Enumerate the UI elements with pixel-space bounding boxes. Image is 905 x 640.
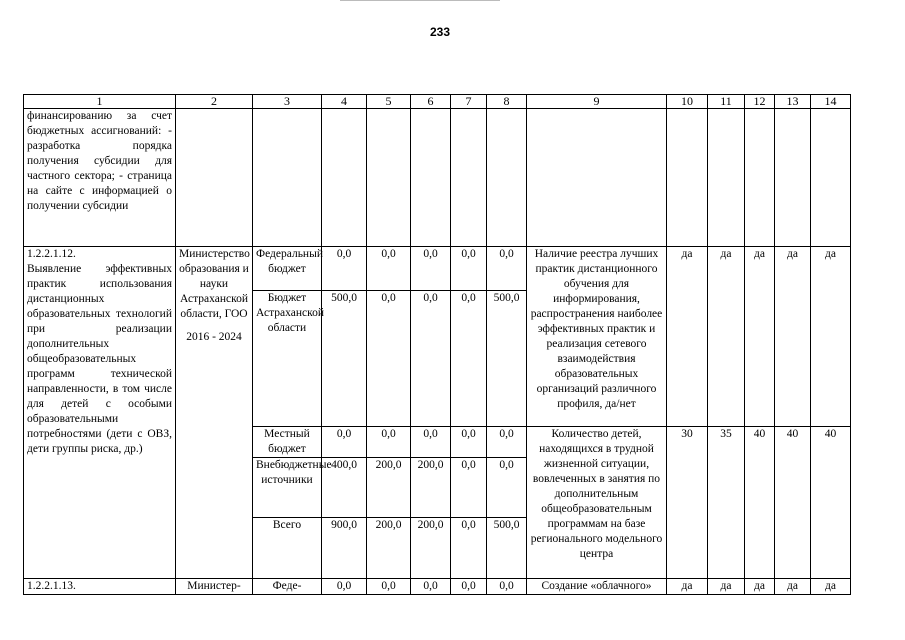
amount-cell: 200,0 bbox=[411, 518, 451, 579]
indicator-value: 40 bbox=[745, 427, 775, 579]
col-header: 14 bbox=[811, 95, 851, 109]
amount-cell: 0,0 bbox=[367, 579, 411, 595]
amount-cell: 0,0 bbox=[367, 247, 411, 291]
indicator-text: Наличие реестра лучших практик дистанционного обучения для информирования, распространения наиболее эффективных практик и реализация сетевого взаимодействия образовательных организаций различного профиля, да/нет bbox=[527, 247, 667, 427]
amount-cell: 0,0 bbox=[322, 247, 367, 291]
col-header: 9 bbox=[527, 95, 667, 109]
amount-cell: 200,0 bbox=[367, 458, 411, 518]
source-name: Внебюджетные источники bbox=[253, 458, 322, 518]
executor-name: Министер- bbox=[176, 579, 253, 595]
amount-cell: 200,0 bbox=[411, 458, 451, 518]
amount-cell: 0,0 bbox=[322, 427, 367, 458]
indicator-value: да bbox=[667, 579, 708, 595]
indicator-value: да bbox=[775, 579, 811, 595]
table-row-source-federal bbox=[24, 247, 851, 291]
amount-cell: 0,0 bbox=[487, 427, 527, 458]
program-table bbox=[23, 94, 851, 595]
amount-cell: 500,0 bbox=[322, 291, 367, 427]
amount-cell: 0,0 bbox=[411, 291, 451, 427]
top-scan-line bbox=[340, 0, 500, 1]
amount-cell: 500,0 bbox=[487, 291, 527, 427]
indicator-value: да bbox=[775, 247, 811, 427]
amount-cell: 0,0 bbox=[451, 427, 487, 458]
indicator-value: да bbox=[708, 579, 745, 595]
amount-cell: 400,0 bbox=[322, 458, 367, 518]
amount-cell: 500,0 bbox=[487, 518, 527, 579]
amount-cell: 0,0 bbox=[451, 458, 487, 518]
amount-cell: 0,0 bbox=[451, 291, 487, 427]
amount-cell: 0,0 bbox=[451, 579, 487, 595]
indicator-value: да bbox=[667, 247, 708, 427]
col-header: 6 bbox=[411, 95, 451, 109]
indicator-value: 35 bbox=[708, 427, 745, 579]
indicator-value: 30 bbox=[667, 427, 708, 579]
indicator-value: да bbox=[708, 247, 745, 427]
indicator-text: Создание «облачного» bbox=[527, 579, 667, 595]
table-row-continuation bbox=[24, 109, 851, 247]
source-name: Феде- bbox=[253, 579, 322, 595]
col-header: 1 bbox=[24, 95, 176, 109]
source-name: Бюджет Астраханской области bbox=[253, 291, 322, 427]
col-header: 3 bbox=[253, 95, 322, 109]
amount-cell: 0,0 bbox=[411, 247, 451, 291]
amount-cell: 0,0 bbox=[487, 247, 527, 291]
continuation-text: финансированию за счет бюджетных ассигнований: - разработка порядка получения субсидии для частного сектора; - страница на сайте с информацией о получении субсидии bbox=[24, 109, 176, 247]
amount-cell: 0,0 bbox=[322, 579, 367, 595]
executor-cell bbox=[176, 247, 253, 579]
indicator-value: 40 bbox=[775, 427, 811, 579]
indicator-value: да bbox=[745, 579, 775, 595]
table-row-next-measure bbox=[24, 579, 851, 595]
amount-cell: 0,0 bbox=[487, 579, 527, 595]
col-header: 11 bbox=[708, 95, 745, 109]
column-number-row bbox=[24, 95, 851, 109]
indicator-value: да bbox=[745, 247, 775, 427]
measure-code: 1.2.2.1.13. bbox=[24, 579, 176, 595]
period: 2016 - 2024 bbox=[186, 331, 242, 343]
col-header: 8 bbox=[487, 95, 527, 109]
source-name: Местный бюджет bbox=[253, 427, 322, 458]
amount-cell: 0,0 bbox=[411, 579, 451, 595]
indicator-value: да bbox=[811, 247, 851, 427]
amount-cell: 200,0 bbox=[367, 518, 411, 579]
amount-cell: 0,0 bbox=[411, 427, 451, 458]
measure-cell bbox=[24, 247, 176, 579]
col-header: 13 bbox=[775, 95, 811, 109]
col-header: 12 bbox=[745, 95, 775, 109]
amount-cell: 0,0 bbox=[367, 291, 411, 427]
col-header: 2 bbox=[176, 95, 253, 109]
measure-description: Выявление эффективных практик использования дистанционных образовательных технологий при реализации дополнительных общеобразовательных программ технической направленности, в том числе для детей с особыми образовательными потребностями (дети с ОВЗ, дети группы риска, др.) bbox=[27, 263, 172, 455]
amount-cell: 0,0 bbox=[451, 518, 487, 579]
source-name: Федеральный бюджет bbox=[253, 247, 322, 291]
col-header: 10 bbox=[667, 95, 708, 109]
amount-cell: 0,0 bbox=[487, 458, 527, 518]
amount-cell: 0,0 bbox=[451, 247, 487, 291]
indicator-text: Количество детей, находящихся в трудной жизненной ситуации, вовлеченных в занятия по дополнительным общеобразовательным программам на базе регионального модельного центра bbox=[527, 427, 667, 579]
source-name: Всего bbox=[253, 518, 322, 579]
amount-cell: 900,0 bbox=[322, 518, 367, 579]
amount-cell: 0,0 bbox=[367, 427, 411, 458]
measure-code: 1.2.2.1.12. bbox=[27, 248, 76, 260]
indicator-value: 40 bbox=[811, 427, 851, 579]
page-number: 233 bbox=[429, 25, 451, 39]
indicator-value: да bbox=[811, 579, 851, 595]
col-header: 7 bbox=[451, 95, 487, 109]
col-header: 4 bbox=[322, 95, 367, 109]
col-header: 5 bbox=[367, 95, 411, 109]
executor-name: Министерство образования и науки Астраханской области, ГОО bbox=[179, 248, 250, 320]
